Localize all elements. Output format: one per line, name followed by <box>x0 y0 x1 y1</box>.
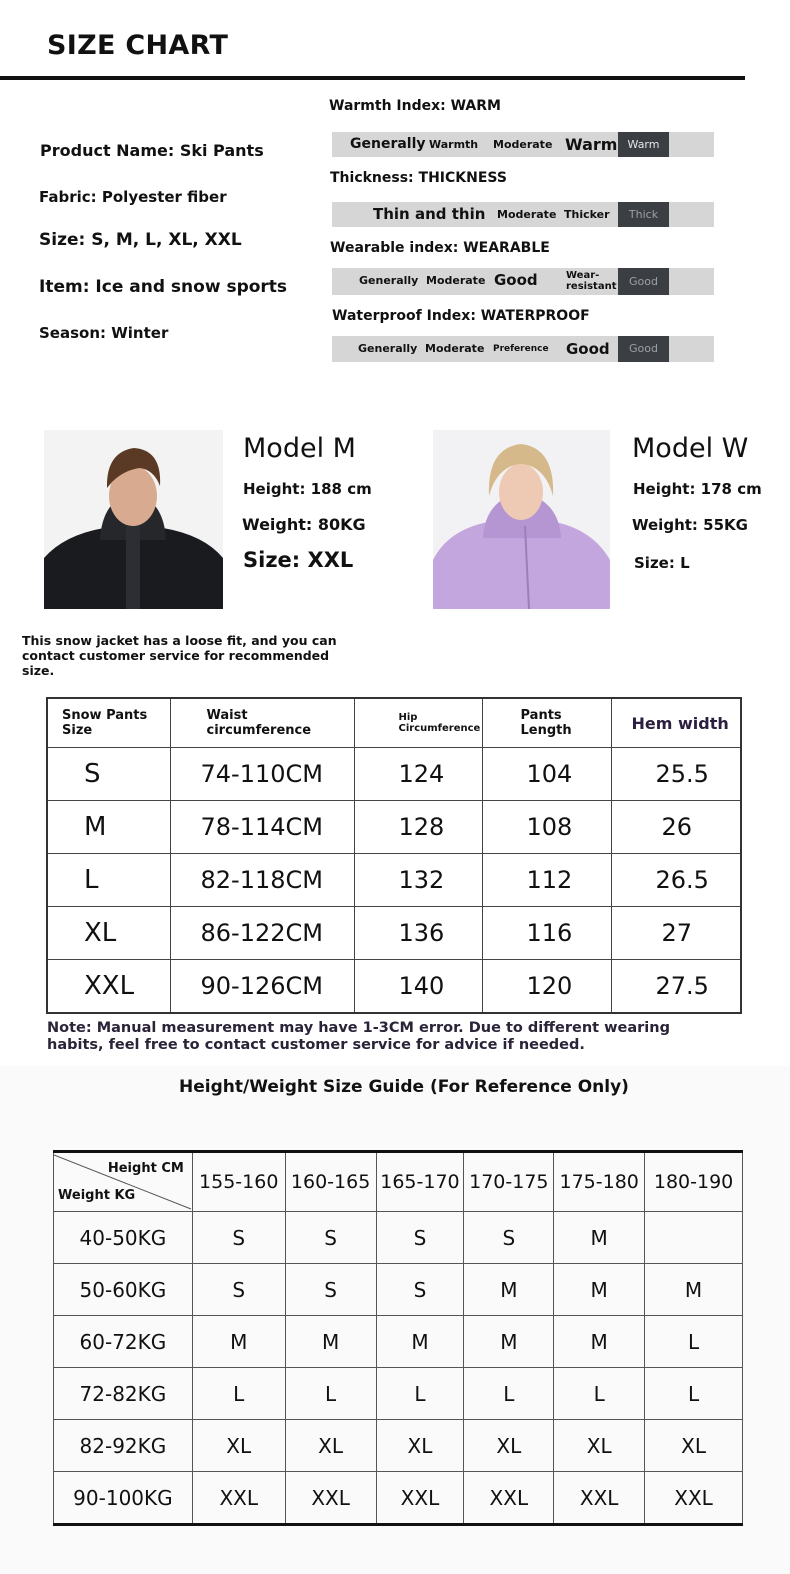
table-row <box>47 748 741 801</box>
table-cell: M <box>285 1316 376 1368</box>
table-cell: M <box>464 1316 554 1368</box>
selected-level: Good <box>618 336 669 362</box>
table-cell: L <box>192 1368 285 1420</box>
model-w-photo <box>433 430 610 609</box>
model-m-name: Model M <box>243 433 356 464</box>
table-cell: L <box>376 1368 464 1420</box>
thickness-index-bar <box>332 202 714 227</box>
level-label: Thicker <box>564 208 610 221</box>
thickness-index-label: Thickness: THICKNESS <box>330 170 507 186</box>
table-cell: 104 <box>482 748 611 801</box>
table-header-row <box>54 1152 743 1212</box>
level-label: Warm <box>565 135 618 154</box>
weight-row-header: 90-100KG <box>54 1472 193 1525</box>
model-m-height: Height: 188 cm <box>243 480 372 498</box>
table-cell: L <box>645 1316 743 1368</box>
table-cell: XL <box>192 1420 285 1472</box>
table-row <box>54 1212 743 1264</box>
weight-row-header: 40-50KG <box>54 1212 193 1264</box>
model-w-height: Height: 178 cm <box>633 480 762 498</box>
table-cell: S <box>47 748 170 801</box>
level-label: Warmth <box>429 138 479 151</box>
model-m-weight: Weight: 80KG <box>242 515 366 534</box>
level-label: Thin and thin <box>373 205 486 223</box>
corner-header <box>54 1152 193 1212</box>
table-cell: M <box>554 1316 645 1368</box>
weight-row-header: 82-92KG <box>54 1420 193 1472</box>
product-name: Product Name: Ski Pants <box>40 141 264 160</box>
wearable-index-label: Wearable index: WEARABLE <box>330 240 550 256</box>
table-row <box>47 801 741 854</box>
wearable-index-bar <box>332 268 714 295</box>
height-column-header: 180-190 <box>645 1152 743 1212</box>
table-row <box>54 1420 743 1472</box>
table-cell: S <box>285 1264 376 1316</box>
table-cell: S <box>376 1264 464 1316</box>
table-cell: 132 <box>354 854 482 907</box>
table-cell: 74-110CM <box>170 748 354 801</box>
selected-level: Thick <box>618 202 669 227</box>
table-cell: 136 <box>354 907 482 960</box>
selected-level: Good <box>618 268 669 295</box>
weight-row-header: 60-72KG <box>54 1316 193 1368</box>
table-cell: L <box>645 1368 743 1420</box>
height-column-header: 155-160 <box>192 1152 285 1212</box>
table-row <box>54 1264 743 1316</box>
table-cell: 27 <box>611 907 741 960</box>
table-cell: XL <box>645 1420 743 1472</box>
level-label: Moderate <box>426 274 486 287</box>
table-cell: 78-114CM <box>170 801 354 854</box>
table-cell: M <box>376 1316 464 1368</box>
table-cell: XL <box>554 1420 645 1472</box>
table-cell: 116 <box>482 907 611 960</box>
product-season: Season: Winter <box>39 324 169 342</box>
table-cell: XXL <box>285 1472 376 1525</box>
table-cell: 90-126CM <box>170 960 354 1014</box>
table-cell: 86-122CM <box>170 907 354 960</box>
pants-size-table <box>46 697 742 1014</box>
level-label: Generally <box>359 274 419 287</box>
table-row <box>47 907 741 960</box>
level-label: Generally <box>350 136 426 152</box>
height-axis-label: Height CM <box>107 1161 184 1176</box>
weight-row-header: 72-82KG <box>54 1368 193 1420</box>
table-cell: XL <box>47 907 170 960</box>
table-cell: S <box>192 1264 285 1316</box>
title-divider <box>0 76 745 80</box>
table-cell <box>645 1212 743 1264</box>
table-cell: XXL <box>645 1472 743 1525</box>
table-cell: XL <box>285 1420 376 1472</box>
table-cell: 128 <box>354 801 482 854</box>
weight-row-header: 50-60KG <box>54 1264 193 1316</box>
column-header: Pants Length <box>482 698 611 748</box>
measurement-note: Note: Manual measurement may have 1-3CM error. Due to different wearing habits, feel free to contact customer service for advice if needed. <box>47 1020 670 1053</box>
model-w-size: Size: L <box>634 554 690 572</box>
level-label: Moderate <box>493 138 553 151</box>
table-cell: 26 <box>611 801 741 854</box>
table-cell: L <box>464 1368 554 1420</box>
warmth-index-bar <box>332 132 714 157</box>
table-header-row <box>47 698 741 748</box>
table-cell: XXL <box>464 1472 554 1525</box>
selected-level: Warm <box>618 132 669 157</box>
model-m-size: Size: XXL <box>243 548 354 572</box>
product-item: Item: Ice and snow sports <box>39 277 288 297</box>
table-cell: M <box>554 1212 645 1264</box>
height-column-header: 170-175 <box>464 1152 554 1212</box>
table-cell: 26.5 <box>611 854 741 907</box>
table-cell: XXL <box>376 1472 464 1525</box>
level-label: Good <box>566 340 610 358</box>
table-cell: XL <box>376 1420 464 1472</box>
table-cell: XXL <box>47 960 170 1014</box>
table-cell: 27.5 <box>611 960 741 1014</box>
table-cell: XXL <box>554 1472 645 1525</box>
table-cell: S <box>192 1212 285 1264</box>
table-cell: L <box>47 854 170 907</box>
weight-axis-label: Weight KG <box>58 1188 136 1203</box>
table-row <box>47 960 741 1014</box>
waterproof-index-label: Waterproof Index: WATERPROOF <box>332 308 590 324</box>
table-cell: M <box>192 1316 285 1368</box>
level-label: Preference <box>493 344 549 354</box>
table-cell: S <box>285 1212 376 1264</box>
table-cell: M <box>554 1264 645 1316</box>
table-cell: L <box>554 1368 645 1420</box>
table-cell: 120 <box>482 960 611 1014</box>
table-cell: 140 <box>354 960 482 1014</box>
table-cell: L <box>285 1368 376 1420</box>
table-cell: 108 <box>482 801 611 854</box>
column-header: Hem width <box>611 698 741 748</box>
table-cell: S <box>376 1212 464 1264</box>
product-size: Size: S, M, L, XL, XXL <box>39 230 242 250</box>
height-column-header: 160-165 <box>285 1152 376 1212</box>
level-label: Moderate <box>425 342 485 355</box>
model-w-name: Model W <box>632 433 749 464</box>
table-cell: M <box>645 1264 743 1316</box>
level-label: Moderate <box>497 208 557 221</box>
fit-note: This snow jacket has a loose fit, and you can contact customer service for recommended size. <box>22 633 337 678</box>
warmth-index-label: Warmth Index: WARM <box>329 98 501 114</box>
level-label: Good <box>494 271 538 289</box>
page-title: SIZE CHART <box>47 30 229 61</box>
column-header: Waist circumference <box>170 698 354 748</box>
table-cell: 124 <box>354 748 482 801</box>
table-row <box>47 854 741 907</box>
table-row <box>54 1472 743 1525</box>
height-column-header: 165-170 <box>376 1152 464 1212</box>
table-cell: M <box>464 1264 554 1316</box>
guide-title: Height/Weight Size Guide (For Reference Only) <box>179 1077 629 1097</box>
table-cell: XL <box>464 1420 554 1472</box>
table-row <box>54 1368 743 1420</box>
table-cell: 112 <box>482 854 611 907</box>
column-header-text: Hip Circumference <box>398 712 481 734</box>
height-column-header: 175-180 <box>554 1152 645 1212</box>
level-label: Wear- resistant <box>566 270 617 292</box>
model-w-weight: Weight: 55KG <box>632 516 748 534</box>
table-cell: M <box>47 801 170 854</box>
table-cell: XXL <box>192 1472 285 1525</box>
height-weight-guide-table <box>53 1150 743 1526</box>
table-cell: 25.5 <box>611 748 741 801</box>
table-cell: 82-118CM <box>170 854 354 907</box>
model-m-photo <box>44 430 223 609</box>
waterproof-index-bar <box>332 336 714 362</box>
table-cell: S <box>464 1212 554 1264</box>
column-header: Snow Pants Size <box>47 698 170 748</box>
product-fabric: Fabric: Polyester fiber <box>39 188 227 206</box>
column-header <box>354 698 482 748</box>
level-label: Generally <box>358 342 418 355</box>
table-row <box>54 1316 743 1368</box>
